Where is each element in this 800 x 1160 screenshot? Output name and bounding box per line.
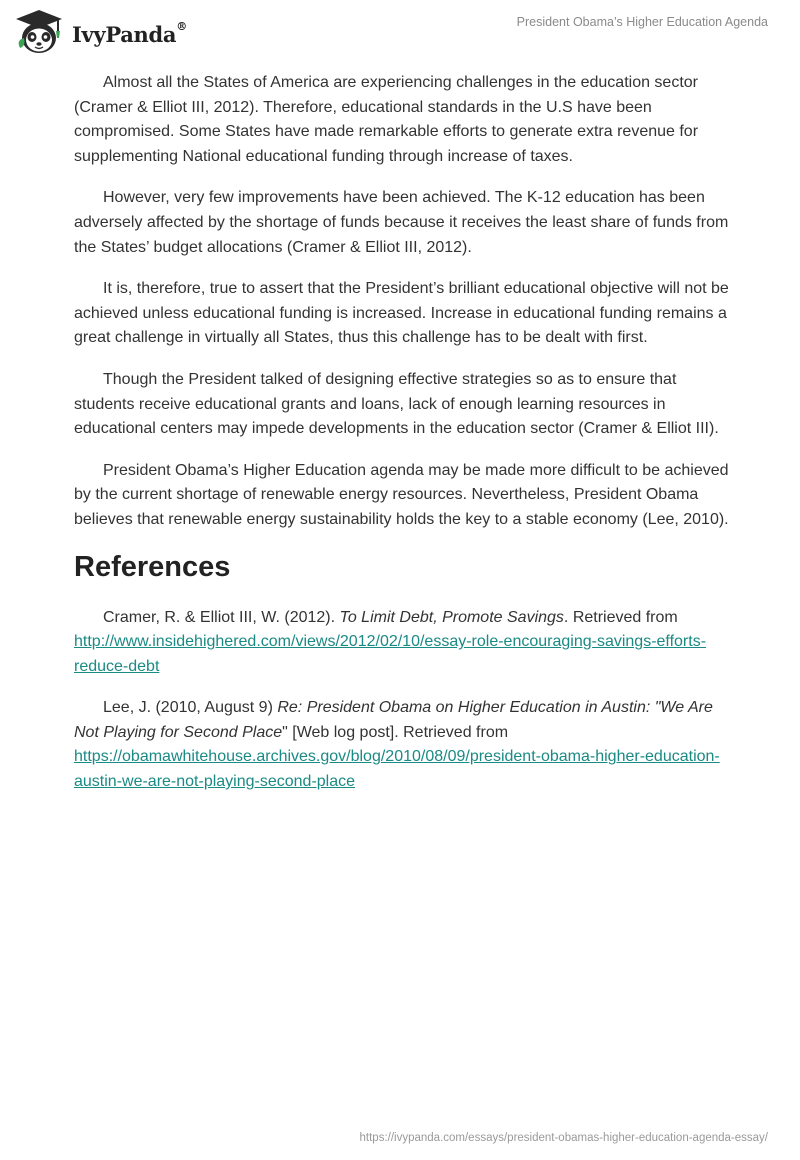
- reference-item: Lee, J. (2010, August 9) Re: President Obama on Higher Education in Austin: "We Are Not Playing for Second Place" [Web log post]. Retrieved from https://obamawhitehouse.archives.gov/blog/2010/08/09/president-obama-higher-education-austin-we-are-not-playing-second-place: [74, 699, 720, 791]
- essay-body: [74, 71, 730, 812]
- paragraph: Almost all the States of America are experiencing challenges in the education sector (Cramer & Elliot III, 2012). Therefore, educational standards in the U.S have been compromised. Some States have made remarkable efforts to generate extra revenue for supplementing National educational funding through increase of taxes.: [74, 74, 699, 165]
- reference-link[interactable]: https://obamawhitehouse.archives.gov/blog/2010/08/09/president-obama-higher-education-austin-we-are-not-playing-second-place: [74, 748, 720, 791]
- reference-link[interactable]: http://www.insidehighered.com/views/2012/02/10/essay-role-encouraging-savings-efforts-reduce-debt: [74, 633, 707, 675]
- document-title: President Obama’s Higher Education Agenda: [516, 15, 768, 29]
- brand-name: IvyPanda®: [72, 20, 187, 47]
- paragraph: Though the President talked of designing effective strategies so as to ensure that students receive educational grants and loans, lack of enough learning resources in educational centers may impede developments in the education sector (Cramer & Elliot III).: [74, 370, 719, 438]
- paragraph: However, very few improvements have been achieved. The K-12 education has been adversely affected by the shortage of funds because it receives the least share of funds from the States’ budget allocations (Cramer & Elliot III, 2012).: [74, 189, 729, 256]
- ivypanda-logo[interactable]: [12, 8, 187, 61]
- panda-graduate-icon: [12, 8, 66, 61]
- reference-item: Cramer, R. & Elliot III, W. (2012). To Limit Debt, Promote Savings. Retrieved from http://www.insidehighered.com/views/2012/02/10/essay-role-encouraging-savings-efforts-reduce-debt: [74, 608, 707, 675]
- paragraph: It is, therefore, true to assert that the President’s brilliant educational objective will not be achieved unless educational funding is increased. Increase in educational funding remains a great challenge in virtually all States, thus this challenge has to be dealt with first.: [74, 280, 729, 347]
- page-header: [0, 0, 800, 70]
- source-url: https://ivypanda.com/essays/president-obamas-higher-education-agenda-essay/: [359, 1132, 768, 1144]
- paragraph: President Obama’s Higher Education agenda may be made more difficult to be achieved by the current shortage of renewable energy resources. Nevertheless, President Obama believes that renewable energy sustainability holds the key to a stable economy (Lee, 2010).: [74, 461, 729, 528]
- references-heading: References: [74, 550, 231, 583]
